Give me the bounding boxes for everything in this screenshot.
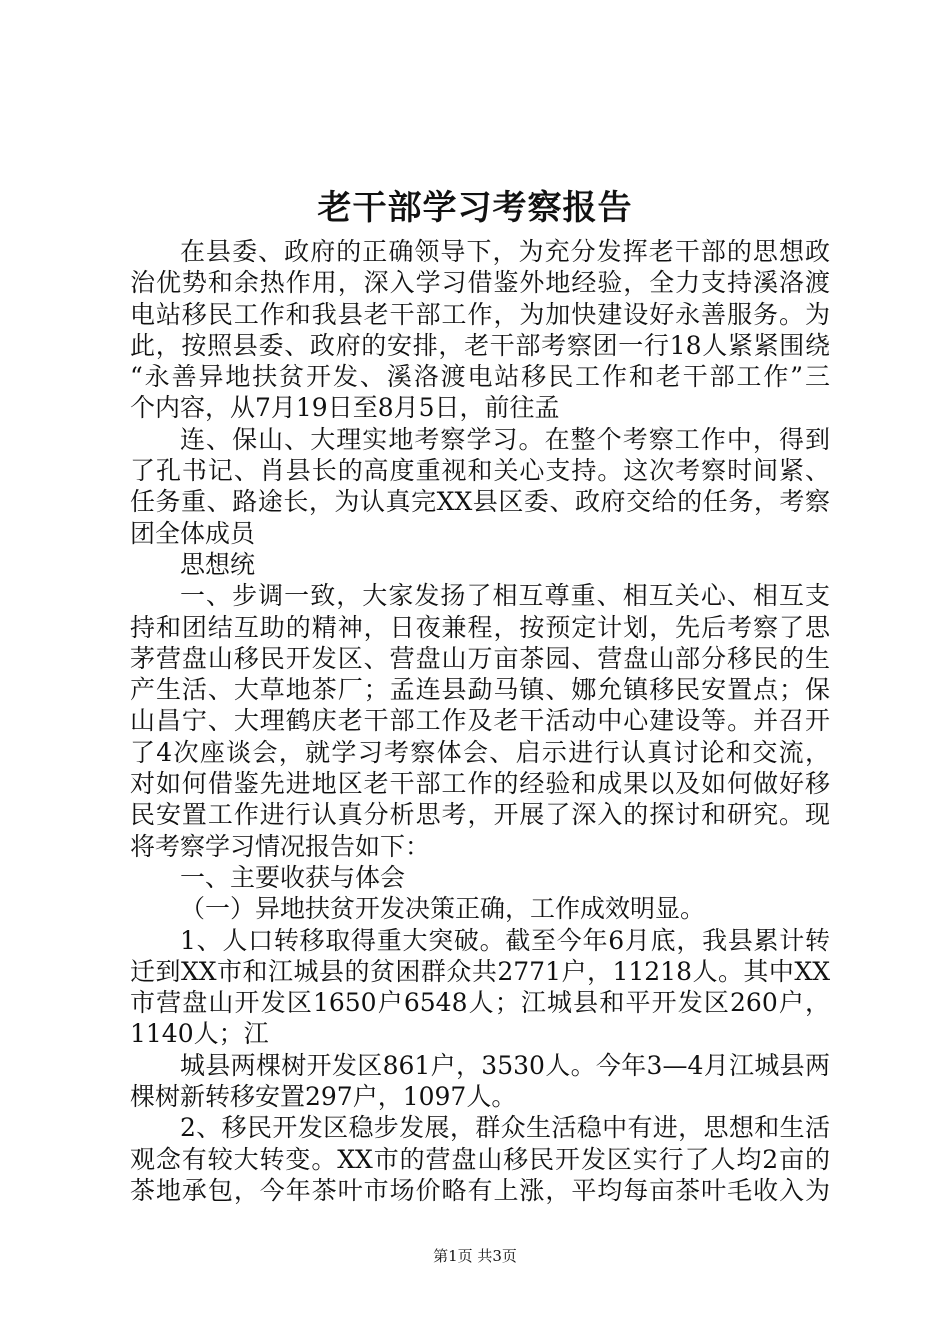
text-line: 对如何借鉴先进地区老干部工作的经验和成果以及如何做好移 (130, 769, 830, 799)
text-line: 城县两棵树开发区861户，3530人。今年3—4月江城县两 (180, 1050, 830, 1080)
text-line: 民安置工作进行认真分析思考，开展了深入的探讨和研究。现 (130, 800, 830, 830)
text-line: “永善异地扶贫开发、溪洛渡电站移民工作和老干部工作”三 (130, 362, 830, 392)
text-line: 迁到XX市和江城县的贫困群众共2771户，11218人。其中XX (130, 956, 830, 986)
text-line: 此，按照县委、政府的安排，老干部考察团一行18人紧紧围绕 (130, 330, 830, 360)
text-line: 市营盘山开发区1650户6548人；江城县和平开发区260户， (130, 988, 830, 1018)
text-line: 团全体成员 (130, 518, 256, 548)
text-line: 山昌宁、大理鹤庆老干部工作及老干活动中心建设等。并召开 (130, 706, 830, 736)
text-line: 思想统 (180, 549, 256, 579)
text-line: 任务重、路途长，为认真完XX县区委、政府交给的任务，考察 (130, 487, 830, 517)
text-line: 了4次座谈会，就学习考察体会、启示进行认真讨论和交流， (130, 737, 830, 767)
text-line: 1、人口转移取得重大突破。截至今年6月底，我县累计转 (180, 925, 830, 955)
text-line: 了孔书记、肖县长的高度重视和关心支持。这次考察时间紧、 (130, 456, 830, 486)
text-line: 1140人；江 (130, 1019, 269, 1049)
page-footer: 第1页 共3页 (433, 1247, 517, 1265)
document-title: 老干部学习考察报告 (317, 188, 633, 228)
text-line: 一、步调一致，大家发扬了相互尊重、相互关心、相互支 (180, 581, 830, 611)
text-line: 连、保山、大理实地考察学习。在整个考察工作中，得到 (180, 424, 830, 454)
text-line: 电站移民工作和我县老干部工作，为加快建设好永善服务。为 (130, 299, 830, 329)
document-body (130, 236, 830, 1206)
text-line: 治优势和余热作用，深入学习借鉴外地经验，全力支持溪洛渡 (130, 268, 830, 298)
text-line: （一）异地扶贫开发决策正确，工作成效明显。 (180, 894, 706, 924)
text-line: 个内容，从7月19日至8月5日，前往孟 (130, 393, 560, 423)
text-line: 茅营盘山移民开发区、营盘山万亩茶园、营盘山部分移民的生 (130, 643, 830, 673)
text-line: 棵树新转移安置297户，1097人。 (130, 1082, 517, 1112)
text-line: 观念有较大转变。XX市的营盘山移民开发区实行了人均2亩的 (130, 1144, 830, 1174)
text-line: 持和团结互助的精神，日夜兼程，按预定计划，先后考察了思 (130, 612, 830, 642)
text-line: 将考察学习情况报告如下： (130, 831, 431, 861)
text-line: 2、移民开发区稳步发展，群众生活稳中有进，思想和生活 (180, 1113, 830, 1143)
text-line: 一、主要收获与体会 (180, 862, 406, 892)
text-line: 茶地承包，今年茶叶市场价略有上涨，平均每亩茶叶毛收入为 (130, 1175, 830, 1205)
text-line: 产生活、大草地茶厂；孟连县勐马镇、娜允镇移民安置点；保 (130, 675, 830, 705)
text-line: 在县委、政府的正确领导下，为充分发挥老干部的思想政 (180, 237, 830, 266)
